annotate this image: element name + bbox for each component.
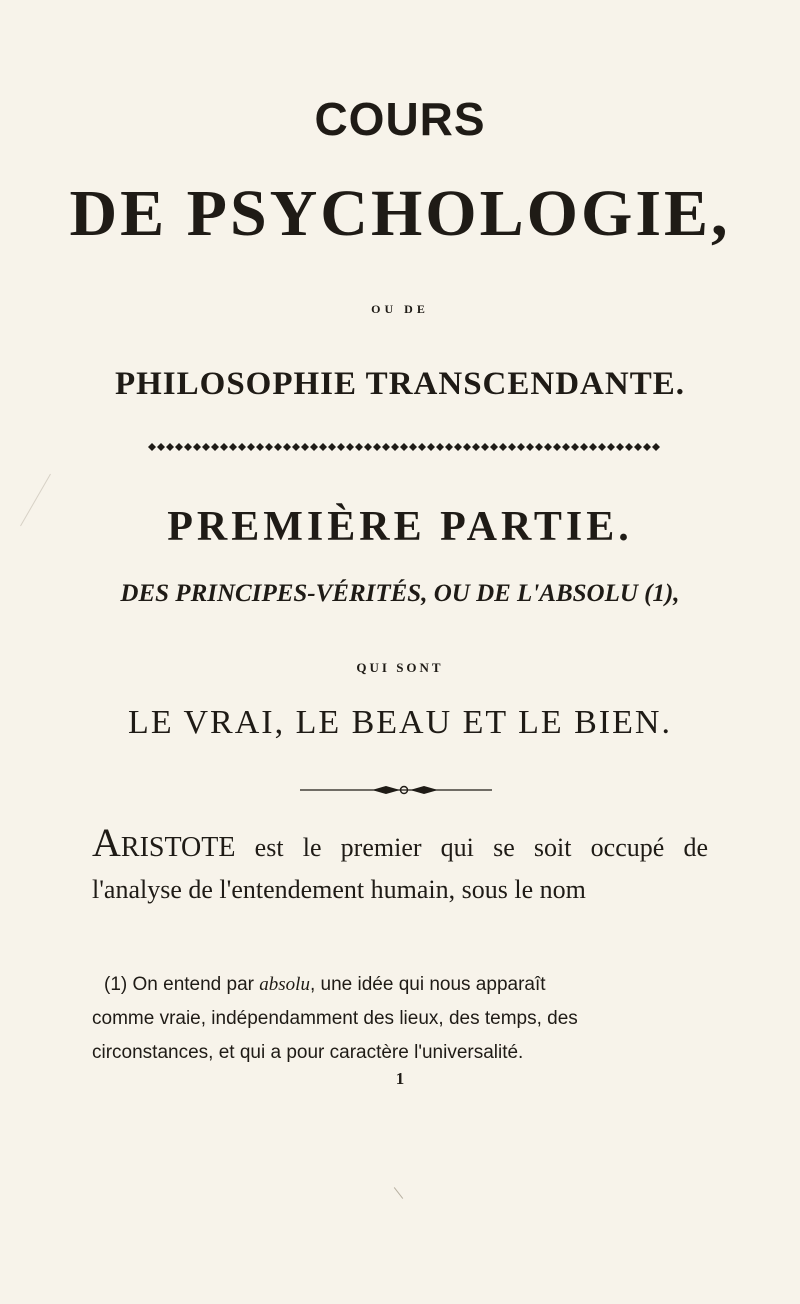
ornament-diamond [355, 443, 363, 451]
paper-mark [394, 1187, 403, 1199]
ornament-diamond [166, 443, 174, 451]
body-paragraph [92, 822, 708, 911]
ornament-diamond [643, 443, 651, 451]
footnote-line-2: comme vraie, indépendamment des lieux, des temps, des [92, 1008, 578, 1029]
ornament-diamond [157, 443, 165, 451]
ornament-diamond [553, 443, 561, 451]
ornament-diamond [526, 443, 534, 451]
ornament-diamond [220, 443, 228, 451]
ornamental-rule [0, 440, 800, 454]
ornament-diamond [382, 443, 390, 451]
part-connector: QUI SONT [356, 660, 444, 675]
ornament-diamond [535, 443, 543, 451]
title-line-cours: COURS [314, 93, 486, 145]
ornament-diamond [211, 443, 219, 451]
footnote-line-3: circonstances, et qui a pour caractère l'universalité. [92, 1042, 524, 1063]
title-line-psychologie: DE PSYCHOLOGIE, [69, 177, 731, 250]
ornament-diamond [580, 443, 588, 451]
ornament-diamond [472, 443, 480, 451]
footnote-prefix: (1) On entend par [104, 974, 260, 995]
ornament-diamond [607, 443, 615, 451]
ornament-diamond [562, 443, 570, 451]
title-connector: OU DE [371, 302, 429, 316]
ornament-diamond [427, 443, 435, 451]
ornament-diamond [337, 443, 345, 451]
footnote-term: absolu [259, 974, 310, 995]
ornament-diamond [625, 443, 633, 451]
ornament-diamond [256, 443, 264, 451]
ornament-diamond [517, 443, 525, 451]
ornament-diamond [454, 443, 462, 451]
ornament-diamond [283, 443, 291, 451]
title-line-philosophie: PHILOSOPHIE TRANSCENDANTE. [114, 366, 685, 402]
ornament-diamond [445, 443, 453, 451]
ornament-diamond [193, 443, 201, 451]
ornament-diamond [418, 443, 426, 451]
ornament-diamond [274, 443, 282, 451]
ornament-diamond [589, 443, 597, 451]
part-subtitle: DES PRINCIPES-VÉRITÉS, OU DE L'ABSOLU (1), [120, 580, 680, 607]
ornament-diamond [436, 443, 444, 451]
ornament-diamond [301, 443, 309, 451]
ornament-diamond [319, 443, 327, 451]
ornament-diamond [328, 443, 336, 451]
ornament-diamond [571, 443, 579, 451]
ornament-diamond [184, 443, 192, 451]
part-triad: LE VRAI, LE BEAU ET LE BIEN. [128, 704, 672, 741]
ornament-diamond [292, 443, 300, 451]
ornament-diamond [409, 443, 417, 451]
ornament-diamond [229, 443, 237, 451]
ornament-diamond [391, 443, 399, 451]
ornament-diamond [508, 443, 516, 451]
body-line-1-rest: est le premier qui se soit occupé de [235, 833, 708, 862]
footnote-suffix: , une idée qui nous apparaît [309, 974, 546, 995]
ornament-diamond [346, 443, 354, 451]
ornament-diamond [544, 443, 552, 451]
ornament-diamond [175, 443, 183, 451]
ornament-diamond [238, 443, 246, 451]
ornament-diamond [364, 443, 372, 451]
ornament-diamond [463, 443, 471, 451]
ornament-diamond [202, 443, 210, 451]
footnote-line-1 [92, 968, 708, 1002]
ornament-diamond [490, 443, 498, 451]
signature-mark: 1 [395, 1069, 405, 1088]
part-heading: PREMIÈRE PARTIE. [167, 504, 633, 550]
ornament-diamond [373, 443, 381, 451]
body-line-1 [92, 822, 708, 869]
footnote [92, 968, 708, 1070]
ornament-diamond [499, 443, 507, 451]
dropcap: A [92, 820, 121, 865]
author-name: RISTOTE [120, 832, 236, 863]
ornament-diamond [400, 443, 408, 451]
body-line-2: l'analyse de l'entendement humain, sous le nom [92, 875, 586, 904]
ornament-diamond [148, 443, 156, 451]
ornament-diamond [634, 443, 642, 451]
ornament-diamond [652, 443, 660, 451]
ornament-diamond [310, 443, 318, 451]
section-divider [0, 784, 800, 796]
ornament-diamond [265, 443, 273, 451]
ornament-diamond [616, 443, 624, 451]
ornament-diamond [247, 443, 255, 451]
ornament-diamond [598, 443, 606, 451]
ornament-diamond [481, 443, 489, 451]
